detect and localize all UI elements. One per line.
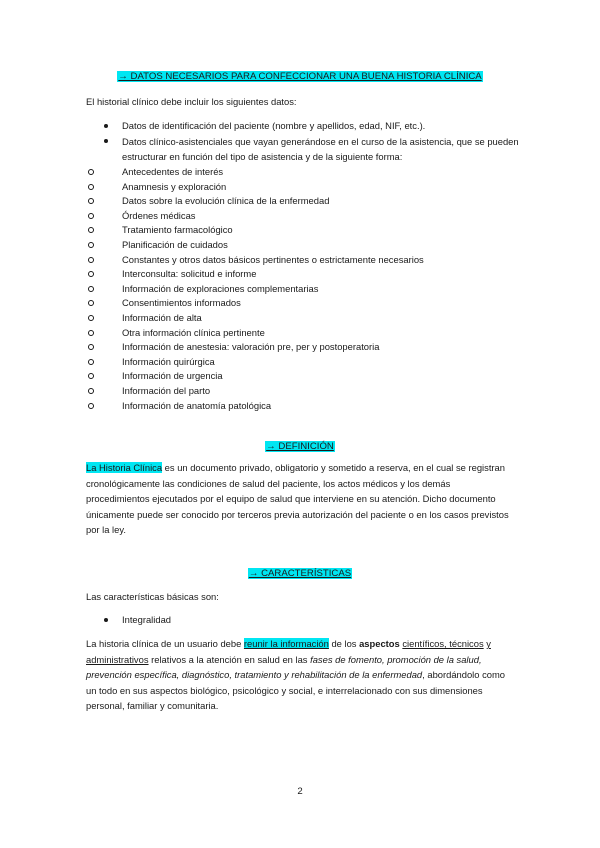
datos-bullet-list xyxy=(0,118,522,165)
list-item: Otra información clínica pertinente xyxy=(0,326,424,341)
bullet-item: Integralidad xyxy=(0,612,522,628)
list-item: Tratamiento farmacológico xyxy=(0,223,424,238)
list-item: Planificación de cuidados xyxy=(0,238,424,253)
list-item: Información de anestesia: valoración pre, per y postoperatoria xyxy=(0,340,424,355)
list-item: Órdenes médicas xyxy=(0,209,424,224)
list-item: Información de anatomía patológica xyxy=(0,399,424,414)
list-item: Anamnesis y exploración xyxy=(0,180,424,195)
caracteristicas-bullet-list xyxy=(0,612,522,628)
highlighted-phrase: reunir la información xyxy=(243,638,329,649)
list-item: Información del parto xyxy=(0,384,424,399)
list-item: Consentimientos informados xyxy=(0,296,424,311)
datos-sub-list xyxy=(0,165,424,413)
section-title-caracteristicas: → CARACTERÍSTICAS xyxy=(248,568,352,579)
integralidad-paragraph: La historia clínica de un usuario debe reunir la información de los aspectos científicos, técnicos y administrativos relativos a la atención en salud en las fases de fomento, promoción de la salud, prevención específica, diagnóstico, tratamiento y rehabilitación de la enfermedad, abordándolo como un todo en sus aspectos biológico, psicológico y social, e interrelacionado con sus dimensiones personal, familiar y comunitaria. xyxy=(86,638,506,711)
list-item: Información de urgencia xyxy=(0,369,424,384)
definition-term: La Historia Clínica xyxy=(86,462,163,473)
section-title-definicion: → DEFINICIÓN xyxy=(266,441,334,452)
list-item: Información de exploraciones complementarias xyxy=(0,282,424,297)
bullet-item: Datos de identificación del paciente (nombre y apellidos, edad, NIF, etc.). xyxy=(0,118,522,134)
list-item: Información quirúrgica xyxy=(0,355,424,370)
list-item: Datos sobre la evolución clínica de la enfermedad xyxy=(0,194,424,209)
caracteristicas-intro: Las características básicas son: xyxy=(86,591,219,602)
bullet-item: Datos clínico-asistenciales que vayan generándose en el curso de la asistencia, que se pueden estructurar en función del tipo de asistencia y de la siguiente forma: xyxy=(0,134,522,165)
list-item: Interconsulta: solicitud e informe xyxy=(0,267,424,282)
section-title-datos: → DATOS NECESARIOS PARA CONFECCIONAR UNA BUENA HISTORIA CLÍNICA xyxy=(118,71,482,82)
page-number: 2 xyxy=(297,786,303,797)
definicion-paragraph: La Historia Clínica es un documento privado, obligatorio y sometido a reserva, en el cual se registran cronológicamente las condiciones de salud del paciente, los actos médicos y los demás procedimientos ejecutados por el equipo de salud que interviene en su atención. Dicho documento únicamente puede ser conocido por terceros previa autorización del paciente o en los casos previstos por la ley. xyxy=(86,462,509,535)
datos-intro: El historial clínico debe incluir los siguientes datos: xyxy=(86,96,297,107)
list-item: Constantes y otros datos básicos pertinentes o estrictamente necesarios xyxy=(0,253,424,268)
list-item: Información de alta xyxy=(0,311,424,326)
list-item: Antecedentes de interés xyxy=(0,165,424,180)
